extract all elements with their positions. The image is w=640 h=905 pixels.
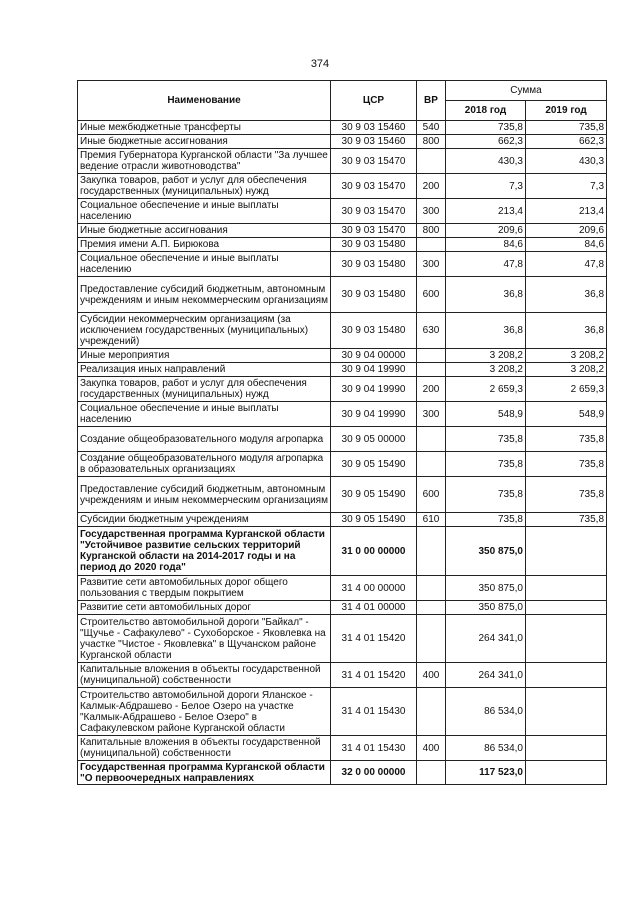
cell-vr: 300 — [417, 402, 446, 427]
cell-2018: 47,8 — [446, 252, 526, 277]
cell-vr: 540 — [417, 121, 446, 135]
cell-csr: 30 9 05 15490 — [331, 452, 417, 477]
cell-csr: 30 9 04 19990 — [331, 363, 417, 377]
cell-2018: 36,8 — [446, 277, 526, 313]
cell-name: Иные бюджетные ассигнования — [78, 224, 331, 238]
cell-2019 — [526, 576, 607, 601]
cell-2018: 3 208,2 — [446, 349, 526, 363]
cell-name: Иные межбюджетные трансферты — [78, 121, 331, 135]
table-row — [78, 427, 607, 452]
table-row — [78, 513, 607, 527]
cell-2018: 7,3 — [446, 174, 526, 199]
budget-table — [77, 80, 607, 785]
cell-vr: 800 — [417, 224, 446, 238]
cell-vr: 300 — [417, 199, 446, 224]
cell-2019: 213,4 — [526, 199, 607, 224]
cell-name: Предоставление субсидий бюджетным, автономным учреждениям и иным некоммерческим организациям — [78, 277, 331, 313]
cell-vr — [417, 349, 446, 363]
cell-csr: 31 4 01 15430 — [331, 736, 417, 761]
cell-csr: 31 4 00 00000 — [331, 576, 417, 601]
table-row — [78, 615, 607, 663]
cell-csr: 30 9 03 15480 — [331, 252, 417, 277]
column-header-csr: ЦСР — [331, 81, 417, 121]
cell-2018: 735,8 — [446, 452, 526, 477]
cell-vr — [417, 238, 446, 252]
cell-name: Реализация иных направлений — [78, 363, 331, 377]
table-row — [78, 363, 607, 377]
cell-2018: 350 875,0 — [446, 527, 526, 576]
table-row — [78, 277, 607, 313]
cell-vr — [417, 363, 446, 377]
cell-2018: 430,3 — [446, 149, 526, 174]
table-row — [78, 477, 607, 513]
cell-name: Премия имени А.П. Бирюкова — [78, 238, 331, 252]
cell-2019: 662,3 — [526, 135, 607, 149]
cell-name: Закупка товаров, работ и услуг для обеспечения государственных (муниципальных) нужд — [78, 377, 331, 402]
cell-2019: 735,8 — [526, 452, 607, 477]
table-row — [78, 199, 607, 224]
column-header-2019: 2019 год — [526, 101, 607, 121]
table-row — [78, 377, 607, 402]
cell-name: Строительство автомобильной дороги "Байкал" - "Щучье - Сафакулево" - Сухоборское - Яковлевка на участке "Чистое - Яковлевка" в Щучанском районе Курганской области — [78, 615, 331, 663]
column-header-sum: Сумма — [446, 81, 607, 101]
cell-vr: 400 — [417, 736, 446, 761]
cell-name: Предоставление субсидий бюджетным, автономным учреждениям и иным некоммерческим организациям — [78, 477, 331, 513]
cell-2019 — [526, 761, 607, 785]
cell-2018: 735,8 — [446, 427, 526, 452]
cell-2019: 430,3 — [526, 149, 607, 174]
cell-2019: 84,6 — [526, 238, 607, 252]
cell-vr — [417, 688, 446, 736]
cell-name: Государственная программа Курганской области "О первоочередных направлениях — [78, 761, 331, 785]
cell-csr: 30 9 03 15470 — [331, 199, 417, 224]
cell-csr: 30 9 05 15490 — [331, 513, 417, 527]
cell-csr: 31 4 01 15420 — [331, 615, 417, 663]
cell-vr: 800 — [417, 135, 446, 149]
cell-2019: 735,8 — [526, 513, 607, 527]
cell-2018: 117 523,0 — [446, 761, 526, 785]
cell-2019 — [526, 663, 607, 688]
page-number: 374 — [310, 58, 330, 70]
cell-vr: 600 — [417, 477, 446, 513]
cell-2019: 36,8 — [526, 313, 607, 349]
cell-2019: 735,8 — [526, 477, 607, 513]
cell-csr: 30 9 03 15470 — [331, 174, 417, 199]
table-row — [78, 576, 607, 601]
cell-vr: 610 — [417, 513, 446, 527]
cell-name: Субсидии бюджетным учреждениям — [78, 513, 331, 527]
cell-2019: 47,8 — [526, 252, 607, 277]
cell-2019: 735,8 — [526, 121, 607, 135]
cell-name: Развитие сети автомобильных дорог общего пользования с твердым покрытием — [78, 576, 331, 601]
cell-name: Закупка товаров, работ и услуг для обеспечения государственных (муниципальных) нужд — [78, 174, 331, 199]
cell-2019: 3 208,2 — [526, 349, 607, 363]
cell-2019 — [526, 601, 607, 615]
cell-csr: 30 9 03 15480 — [331, 238, 417, 252]
cell-vr — [417, 601, 446, 615]
cell-name: Строительство автомобильной дороги Яланское - Калмык-Абдрашево - Белое Озеро на участке "Калмык-Абдрашево - Белое Озеро" в Сафакулевском районе Курганской области — [78, 688, 331, 736]
cell-name: Социальное обеспечение и иные выплаты населению — [78, 199, 331, 224]
cell-2019 — [526, 688, 607, 736]
cell-vr: 600 — [417, 277, 446, 313]
cell-2018: 84,6 — [446, 238, 526, 252]
table-row — [78, 135, 607, 149]
cell-name: Развитие сети автомобильных дорог — [78, 601, 331, 615]
cell-csr: 30 9 04 00000 — [331, 349, 417, 363]
table-row — [78, 736, 607, 761]
cell-name: Создание общеобразовательного модуля агропарка в образовательных организациях — [78, 452, 331, 477]
cell-2018: 86 534,0 — [446, 736, 526, 761]
cell-csr: 31 4 01 00000 — [331, 601, 417, 615]
cell-vr: 200 — [417, 377, 446, 402]
cell-name: Премия Губернатора Курганской области "За лучшее ведение отрасли животноводства" — [78, 149, 331, 174]
cell-vr — [417, 615, 446, 663]
table-row — [78, 238, 607, 252]
cell-2018: 735,8 — [446, 477, 526, 513]
cell-2019: 3 208,2 — [526, 363, 607, 377]
cell-vr: 630 — [417, 313, 446, 349]
cell-2018: 735,8 — [446, 121, 526, 135]
cell-2018: 213,4 — [446, 199, 526, 224]
cell-2019: 36,8 — [526, 277, 607, 313]
cell-vr — [417, 761, 446, 785]
cell-vr: 400 — [417, 663, 446, 688]
cell-2018: 264 341,0 — [446, 615, 526, 663]
cell-name: Государственная программа Курганской области "Устойчивое развитие сельских территорий Курганской области на 2014-2017 годы и на период до 2020 года" — [78, 527, 331, 576]
cell-csr: 30 9 03 15480 — [331, 313, 417, 349]
cell-2019: 735,8 — [526, 427, 607, 452]
cell-vr — [417, 427, 446, 452]
cell-csr: 31 4 01 15430 — [331, 688, 417, 736]
table-row — [78, 224, 607, 238]
cell-name: Социальное обеспечение и иные выплаты населению — [78, 252, 331, 277]
cell-2019: 209,6 — [526, 224, 607, 238]
cell-2018: 2 659,3 — [446, 377, 526, 402]
cell-2019 — [526, 736, 607, 761]
cell-csr: 30 9 05 00000 — [331, 427, 417, 452]
cell-2019: 7,3 — [526, 174, 607, 199]
cell-vr — [417, 576, 446, 601]
cell-2018: 36,8 — [446, 313, 526, 349]
table-row — [78, 252, 607, 277]
cell-csr: 30 9 03 15480 — [331, 277, 417, 313]
cell-csr: 32 0 00 00000 — [331, 761, 417, 785]
cell-name: Капитальные вложения в объекты государственной (муниципальной) собственности — [78, 736, 331, 761]
cell-2019 — [526, 615, 607, 663]
cell-2018: 86 534,0 — [446, 688, 526, 736]
cell-name: Капитальные вложения в объекты государственной (муниципальной) собственности — [78, 663, 331, 688]
cell-vr: 300 — [417, 252, 446, 277]
table-row — [78, 601, 607, 615]
column-header-vr: ВР — [417, 81, 446, 121]
cell-2019 — [526, 527, 607, 576]
table-row — [78, 313, 607, 349]
table-row — [78, 349, 607, 363]
cell-2018: 662,3 — [446, 135, 526, 149]
cell-2018: 735,8 — [446, 513, 526, 527]
column-header-name: Наименование — [78, 81, 331, 121]
table-row — [78, 121, 607, 135]
table-row — [78, 402, 607, 427]
cell-2018: 548,9 — [446, 402, 526, 427]
cell-csr: 30 9 04 19990 — [331, 402, 417, 427]
table-row — [78, 149, 607, 174]
table-row — [78, 452, 607, 477]
column-header-2018: 2018 год — [446, 101, 526, 121]
cell-2019: 2 659,3 — [526, 377, 607, 402]
cell-csr: 31 4 01 15420 — [331, 663, 417, 688]
table-row — [78, 688, 607, 736]
cell-csr: 31 0 00 00000 — [331, 527, 417, 576]
cell-vr: 200 — [417, 174, 446, 199]
cell-2018: 209,6 — [446, 224, 526, 238]
table-row — [78, 527, 607, 576]
cell-csr: 30 9 03 15470 — [331, 149, 417, 174]
cell-2018: 3 208,2 — [446, 363, 526, 377]
cell-vr — [417, 149, 446, 174]
cell-2019: 548,9 — [526, 402, 607, 427]
cell-2018: 350 875,0 — [446, 576, 526, 601]
cell-name: Социальное обеспечение и иные выплаты населению — [78, 402, 331, 427]
cell-csr: 30 9 03 15470 — [331, 224, 417, 238]
table-row — [78, 663, 607, 688]
cell-csr: 30 9 03 15460 — [331, 135, 417, 149]
cell-vr — [417, 527, 446, 576]
table-row — [78, 174, 607, 199]
cell-2018: 350 875,0 — [446, 601, 526, 615]
table-row — [78, 761, 607, 785]
cell-name: Иные мероприятия — [78, 349, 331, 363]
cell-name: Иные бюджетные ассигнования — [78, 135, 331, 149]
cell-name: Создание общеобразовательного модуля агропарка — [78, 427, 331, 452]
cell-csr: 30 9 05 15490 — [331, 477, 417, 513]
cell-csr: 30 9 03 15460 — [331, 121, 417, 135]
cell-vr — [417, 452, 446, 477]
cell-name: Субсидии некоммерческим организациям (за исключением государственных (муниципальных) учреждений) — [78, 313, 331, 349]
cell-2018: 264 341,0 — [446, 663, 526, 688]
cell-csr: 30 9 04 19990 — [331, 377, 417, 402]
